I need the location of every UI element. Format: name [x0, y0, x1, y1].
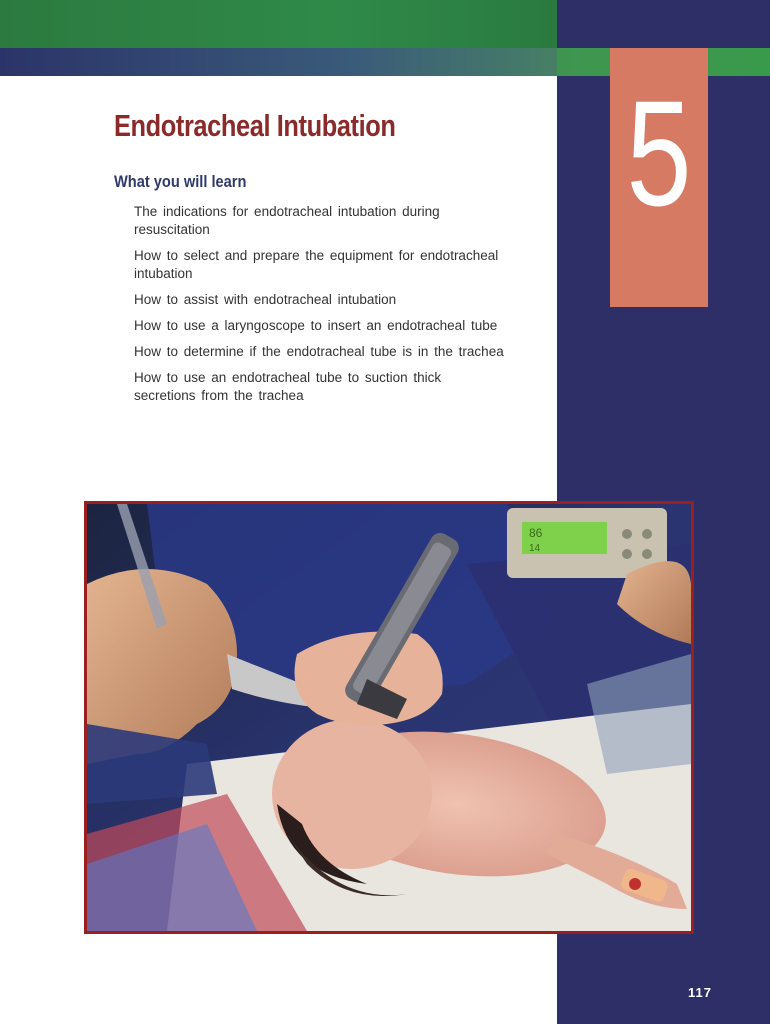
- chapter-number-box: [610, 48, 708, 307]
- top-green-band: [0, 0, 558, 48]
- chapter-title: Endotracheal Intubation: [114, 108, 396, 143]
- objective-item: How to assist with endotracheal intubation: [134, 292, 397, 307]
- objective-item: The indications for endotracheal intubation during resuscitation: [134, 204, 440, 237]
- monitor-readout-heart-rate: 86: [529, 526, 543, 540]
- learning-objectives-list: [134, 203, 504, 413]
- objective-item: How to use a laryngoscope to insert an endotracheal tube: [134, 318, 498, 333]
- page-number: 117: [688, 985, 712, 1000]
- chapter-number: 5: [626, 69, 692, 237]
- objective-item: How to determine if the endotracheal tube is in the trachea: [134, 344, 504, 359]
- intubation-photo: [84, 501, 694, 934]
- monitor-readout-secondary: 14: [529, 543, 541, 554]
- intubation-photo-illustration: [87, 504, 691, 931]
- objective-item: How to use an endotracheal tube to suction thick secretions from the trachea: [134, 370, 442, 403]
- objective-item: How to select and prepare the equipment for endotracheal intubation: [134, 248, 499, 281]
- learning-objectives-heading: What you will learn: [114, 172, 247, 191]
